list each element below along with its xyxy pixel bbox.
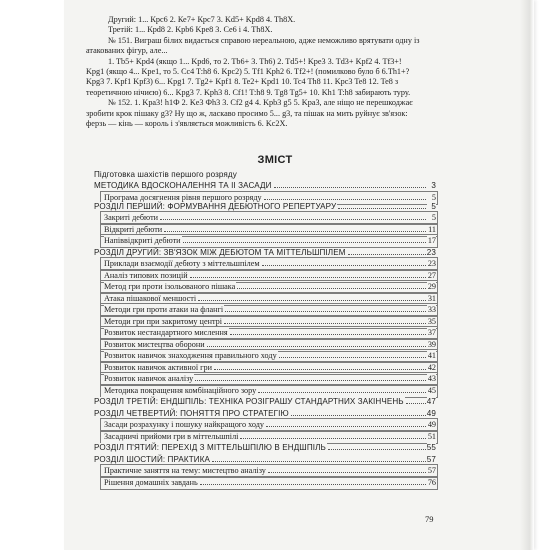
text-line: ферзь — кінь — король і з'являється можливість 6. Kc2X. xyxy=(86,119,288,129)
toc-entry-title: Методи гри проти атаки на флангі xyxy=(104,305,224,314)
text-line: теоретичною нічиєю) 6... Kpg3 7. Kph3 8. Cf1! T:h8 9. Tg8 Tg5+ 10. Kh1 T:h8 забирають туру. xyxy=(86,87,411,97)
toc-page-number: 23 xyxy=(426,247,436,257)
toc-page-number: 23 xyxy=(427,259,436,268)
toc-page-number: 49 xyxy=(427,420,436,429)
toc-entry-title: Методи гри при закритому центрі xyxy=(104,316,223,326)
toc-entry-title: РОЗДІЛ ТРЕТІЙ: ЕНДШПІЛЬ: ТЕХНІКА РОЗІГРАШУ СТАНДАРТНИХ ЗАКІНЧЕНЬ xyxy=(94,397,404,406)
toc-entry-title: Засади розрахунку і пошуку найкращого ходу xyxy=(104,420,264,429)
toc-page-number: 35 xyxy=(427,316,436,326)
toc-page-number: 17 xyxy=(427,236,436,245)
dot-leader xyxy=(348,254,426,255)
text-line: Kpg1 (якщо 4... Kpe1, то 5. Cc4 T:h8 6. Kpc2) 5. Tf1 Kph2 6. Tf2+! (помилково було б 6.Th1+? xyxy=(86,67,410,77)
toc-page-number: 5 xyxy=(427,213,436,222)
toc-entry-title: РОЗДІЛ ШОСТИЙ: ПРАКТИКА xyxy=(94,454,211,464)
toc-page-number: 57 xyxy=(426,454,436,464)
toc-entry-title: Метод гри проти ізольованого пішака xyxy=(104,282,236,291)
toc-page-number: 43 xyxy=(427,374,436,383)
toc-page-number: 55 xyxy=(426,443,436,452)
page-edge-shadow xyxy=(520,0,534,550)
toc-page-number: 51 xyxy=(427,431,436,441)
toc-section-heading xyxy=(94,397,436,406)
toc-entry-title: Аналіз типових позицій xyxy=(104,270,188,280)
toc-entry-title: Атака пішакової меншості xyxy=(104,293,197,303)
toc-entry-title: Підготовка шахістів першого розряду xyxy=(94,170,237,179)
text-line: Другий: 1... Крс6 2. Ке7+ Крс7 3. Kd5+ Kpd8 4. Th8X. xyxy=(108,15,296,24)
toc-entry-title: Рішення домашніх завдань xyxy=(104,477,198,487)
text-line: № 151. Виграш білих видається справою нереальною, адже неможливо врятувати одну із xyxy=(108,35,420,45)
toc-entry-title: Розвиток навичок активної гри xyxy=(104,362,212,372)
toc-entry-title: Приклади взаємодії дебюту з міттельшпілем xyxy=(104,259,260,268)
toc-entry-title: РОЗДІЛ ДРУГИЙ: ЗВ'ЯЗОК МІЖ ДЕБЮТОМ ТА МІТТЕЛЬШПІЛЕМ xyxy=(94,247,346,257)
toc-title: ЗМІСТ xyxy=(257,154,293,166)
toc-entry-title: Розвиток мистецтва оборони xyxy=(104,339,205,349)
toc-section-heading xyxy=(94,170,436,179)
dot-leader xyxy=(291,415,426,416)
toc-section-heading xyxy=(94,181,436,190)
toc-page-number: 49 xyxy=(426,408,436,418)
toc-page-number: 39 xyxy=(427,339,436,349)
toc-page-number: 5 xyxy=(427,202,436,211)
text-line: Kpg3 7. Kpf1 Kpf3) 6... Kpg1 7. Tg2+ Kpf1 8. Te2+ Kpd1 10. Tc4 Th8 11. Kpc3 Te8 12. Te8 з xyxy=(86,77,399,87)
text-line: атакованих фігур, але... xyxy=(86,46,168,56)
toc-entry-title: Напіввідкриті дебюти xyxy=(104,236,181,245)
entry-frame xyxy=(100,384,438,398)
entry-frame xyxy=(100,476,438,490)
dot-leader xyxy=(212,461,426,462)
toc-entry-title: Програма досягнення рівня першого розряду xyxy=(104,192,262,202)
toc-page-number: 27 xyxy=(427,270,436,280)
toc-page-number: 42 xyxy=(427,362,436,372)
toc-page-number: 57 xyxy=(427,466,436,475)
toc-entry-title: РОЗДІЛ П'ЯТИЙ: ПЕРЕХІД З МІТТЕЛЬШПІЛЮ В ЕНДШПІЛЬ xyxy=(94,443,326,452)
page-number: 79 xyxy=(425,514,434,524)
toc-page-number: 76 xyxy=(427,477,436,487)
toc-page-number: 33 xyxy=(427,305,436,314)
toc-entry-title: Методика покращення комбінаційного зору xyxy=(104,385,257,395)
toc-page-number: 29 xyxy=(427,282,436,291)
toc-page-number: 31 xyxy=(427,293,436,303)
entry-frame xyxy=(100,430,438,444)
solutions-text xyxy=(86,15,446,129)
text-line: зробити крок пішаку g3? Ну що ж, ласкаво просимо 5... g3, та пішак на мить руйнує зв'язок: xyxy=(86,108,408,118)
dot-leader xyxy=(328,449,426,450)
toc-entry-title: Відкриті дебюти xyxy=(104,224,163,234)
toc-entry-title: РОЗДІЛ ПЕРШИЙ: ФОРМУВАННЯ ДЕБЮТНОГО РЕПЕРТУАРУ xyxy=(94,202,337,211)
toc-entry-title: Розвиток нестандартного мислення xyxy=(104,328,228,337)
dot-leader xyxy=(406,403,426,404)
toc-page-number: 47 xyxy=(426,397,436,406)
toc-page-number: 37 xyxy=(427,328,436,337)
entry-frame xyxy=(100,234,438,248)
toc-section-heading xyxy=(94,455,436,464)
text-line: Третій: 1... Крd8 2. Kpb6 Kpe8 3. Се6 і 4. Th8X. xyxy=(108,25,273,35)
toc-section-heading xyxy=(94,409,436,418)
toc-entry-title: Розвиток навичок знаходження правильного ходу xyxy=(104,351,277,360)
toc-section-heading xyxy=(94,248,436,257)
toc-entry-title: МЕТОДИКА ВДОСКОНАЛЕННЯ ТА ІІ ЗАСАДИ xyxy=(94,181,272,190)
toc-page-number: 41 xyxy=(427,351,436,360)
text-line: № 152. 1. Kpa3! h1Ф 2. Ke3 Фh3 3. Cf2 g4 4. Kpb3 g5 5. Kpa3, але ніщо не перешкоджає xyxy=(108,98,413,108)
toc-entry-title: Закриті дебюти xyxy=(104,213,159,222)
toc-section-heading xyxy=(94,443,436,452)
toc-page-number: 5 xyxy=(427,193,436,202)
dot-leader xyxy=(274,187,427,188)
toc-section-heading xyxy=(94,202,436,211)
toc-entry-title: РОЗДІЛ ЧЕТВЕРТИЙ: ПОНЯТТЯ ПРО СТРАТЕГІЮ xyxy=(94,408,289,418)
toc-entry-title: Засадничі прийоми гри в міттельшпілі xyxy=(104,431,239,441)
toc-page-number: 3 xyxy=(427,181,436,190)
toc-page-number: 45 xyxy=(427,385,436,395)
dot-leader xyxy=(338,208,426,209)
toc-page-number: 11 xyxy=(428,224,436,234)
toc-entry-title: Практичне заняття на тему: мистецтво аналізу xyxy=(104,466,266,475)
toc-entry-title: Розвиток навичок аналізу xyxy=(104,374,194,383)
text-line: 1. Tb5+ Kpd4 (якщо 1... Kpd6, то 2. Tb6+ 3. Th6) 2. Td5+! Kpe3 3. Td3+ Kpf2 4. Tf3+! xyxy=(108,56,402,66)
